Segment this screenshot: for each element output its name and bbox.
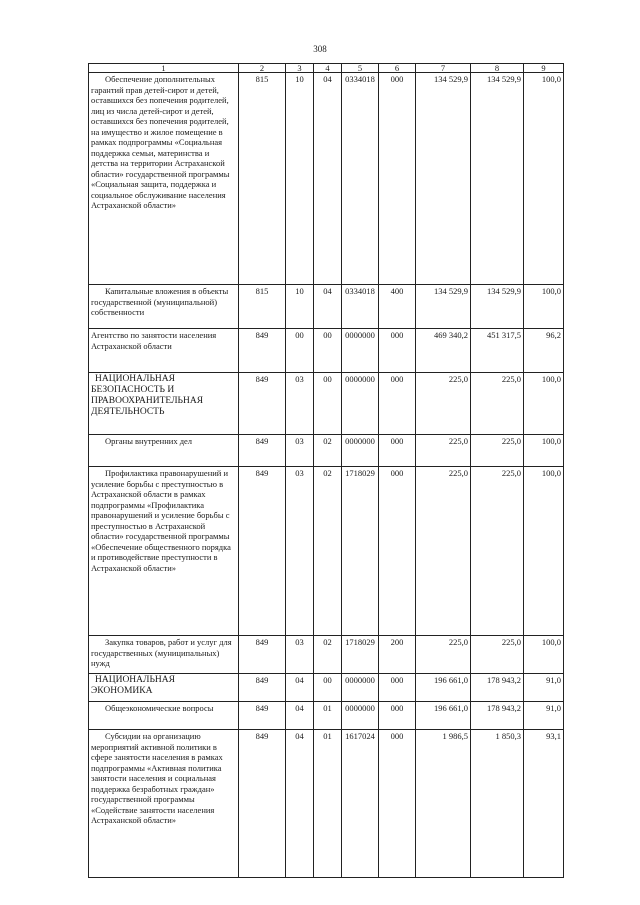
execution-percent: 91,0 xyxy=(524,674,564,702)
target-code: 0000000 xyxy=(342,373,379,435)
subsection-code: 00 xyxy=(314,373,342,435)
target-code: 0000000 xyxy=(342,702,379,730)
page-number: 308 xyxy=(313,44,327,54)
section-code: 10 xyxy=(286,73,314,285)
expense-type-code: 200 xyxy=(379,636,416,674)
target-code: 0334018 xyxy=(342,73,379,285)
ministry-code: 815 xyxy=(239,285,286,329)
execution-percent: 100,0 xyxy=(524,285,564,329)
table-row xyxy=(89,467,564,636)
row-name: Общеэкономические вопросы xyxy=(89,702,239,730)
row-name: Агентство по занятости населения Астраханской области xyxy=(89,329,239,373)
subsection-code: 04 xyxy=(314,73,342,285)
subsection-code: 02 xyxy=(314,435,342,467)
section-code: 03 xyxy=(286,435,314,467)
planned-amount: 225,0 xyxy=(416,373,471,435)
execution-percent: 100,0 xyxy=(524,373,564,435)
subsection-code: 02 xyxy=(314,636,342,674)
column-header-8: 8 xyxy=(471,64,524,73)
expense-type-code: 000 xyxy=(379,373,416,435)
planned-amount: 134 529,9 xyxy=(416,285,471,329)
target-code: 0334018 xyxy=(342,285,379,329)
target-code: 1718029 xyxy=(342,467,379,636)
ministry-code: 849 xyxy=(239,467,286,636)
row-name: Органы внутренних дел xyxy=(89,435,239,467)
table-row xyxy=(89,373,564,435)
execution-percent: 96,2 xyxy=(524,329,564,373)
table-row xyxy=(89,435,564,467)
section-code: 04 xyxy=(286,674,314,702)
section-code: 04 xyxy=(286,730,314,878)
row-name: Закупка товаров, работ и услуг для государственных (муниципальных) нужд xyxy=(89,636,239,674)
expense-type-code: 000 xyxy=(379,702,416,730)
actual-amount: 178 943,2 xyxy=(471,674,524,702)
column-header-7: 7 xyxy=(416,64,471,73)
planned-amount: 225,0 xyxy=(416,467,471,636)
target-code: 0000000 xyxy=(342,329,379,373)
row-name: Профилактика правонарушений и усиление борьбы с преступностью в Астраханской области в рамках подпрограммы «Профилактика правонарушений и усиление борьбы с преступностью в Астраханской области» государственной программы «Обеспечение общественного порядка и противодействие преступности в Астраханской области» xyxy=(89,467,239,636)
table-row xyxy=(89,73,564,285)
table-row xyxy=(89,674,564,702)
budget-table xyxy=(88,63,564,878)
section-code: 03 xyxy=(286,636,314,674)
actual-amount: 134 529,9 xyxy=(471,73,524,285)
column-header-3: 3 xyxy=(286,64,314,73)
execution-percent: 93,1 xyxy=(524,730,564,878)
expense-type-code: 000 xyxy=(379,435,416,467)
target-code: 0000000 xyxy=(342,674,379,702)
column-header-5: 5 xyxy=(342,64,379,73)
execution-percent: 100,0 xyxy=(524,73,564,285)
expense-type-code: 000 xyxy=(379,73,416,285)
column-header-9: 9 xyxy=(524,64,564,73)
execution-percent: 100,0 xyxy=(524,467,564,636)
table-row xyxy=(89,702,564,730)
target-code: 1617024 xyxy=(342,730,379,878)
actual-amount: 178 943,2 xyxy=(471,702,524,730)
expense-type-code: 000 xyxy=(379,467,416,636)
expense-type-code: 000 xyxy=(379,730,416,878)
section-code: 00 xyxy=(286,329,314,373)
actual-amount: 225,0 xyxy=(471,636,524,674)
actual-amount: 225,0 xyxy=(471,435,524,467)
actual-amount: 1 850,3 xyxy=(471,730,524,878)
ministry-code: 849 xyxy=(239,435,286,467)
ministry-code: 849 xyxy=(239,636,286,674)
subsection-code: 02 xyxy=(314,467,342,636)
table-row xyxy=(89,636,564,674)
table-row xyxy=(89,730,564,878)
column-header-1: 1 xyxy=(89,64,239,73)
actual-amount: 225,0 xyxy=(471,467,524,636)
expense-type-code: 000 xyxy=(379,674,416,702)
header-row xyxy=(89,64,564,73)
table-row xyxy=(89,285,564,329)
actual-amount: 134 529,9 xyxy=(471,285,524,329)
row-name: НАЦИОНАЛЬНАЯ ЭКОНОМИКА xyxy=(89,674,239,702)
ministry-code: 849 xyxy=(239,674,286,702)
planned-amount: 469 340,2 xyxy=(416,329,471,373)
actual-amount: 225,0 xyxy=(471,373,524,435)
planned-amount: 225,0 xyxy=(416,435,471,467)
subsection-code: 01 xyxy=(314,730,342,878)
ministry-code: 849 xyxy=(239,329,286,373)
subsection-code: 00 xyxy=(314,674,342,702)
section-code: 10 xyxy=(286,285,314,329)
subsection-code: 04 xyxy=(314,285,342,329)
target-code: 0000000 xyxy=(342,435,379,467)
row-name: Обеспечение дополнительных гарантий прав детей-сирот и детей, оставшихся без попечения родителей, лиц из числа детей-сирот и детей, оставшихся без попечения родителей, на имущество и жилое помещение в рамках подпрограммы «Социальная поддержка семьи, материнства и детства на территории Астраханской области» государственной программы «Социальная защита, поддержка и социальное обслуживание населения Астраханской области» xyxy=(89,73,239,285)
planned-amount: 196 661,0 xyxy=(416,674,471,702)
column-header-2: 2 xyxy=(239,64,286,73)
section-code: 03 xyxy=(286,373,314,435)
execution-percent: 100,0 xyxy=(524,636,564,674)
expense-type-code: 400 xyxy=(379,285,416,329)
planned-amount: 134 529,9 xyxy=(416,73,471,285)
planned-amount: 225,0 xyxy=(416,636,471,674)
ministry-code: 849 xyxy=(239,373,286,435)
ministry-code: 815 xyxy=(239,73,286,285)
planned-amount: 1 986,5 xyxy=(416,730,471,878)
execution-percent: 91,0 xyxy=(524,702,564,730)
table-body xyxy=(89,73,564,878)
table-row xyxy=(89,329,564,373)
section-code: 04 xyxy=(286,702,314,730)
section-code: 03 xyxy=(286,467,314,636)
row-name: Капитальные вложения в объекты государственной (муниципальной) собственности xyxy=(89,285,239,329)
column-header-4: 4 xyxy=(314,64,342,73)
column-header-6: 6 xyxy=(379,64,416,73)
row-name: НАЦИОНАЛЬНАЯ БЕЗОПАСНОСТЬ И ПРАВООХРАНИТЕЛЬНАЯ ДЕЯТЕЛЬНОСТЬ xyxy=(89,373,239,435)
ministry-code: 849 xyxy=(239,730,286,878)
expense-type-code: 000 xyxy=(379,329,416,373)
target-code: 1718029 xyxy=(342,636,379,674)
row-name: Субсидии на организацию мероприятий активной политики в сфере занятости населения в рамках подпрограммы «Активная политика занятости населения и социальная поддержка безработных граждан» государственной программы «Содействие занятости населения Астраханской области» xyxy=(89,730,239,878)
ministry-code: 849 xyxy=(239,702,286,730)
planned-amount: 196 661,0 xyxy=(416,702,471,730)
execution-percent: 100,0 xyxy=(524,435,564,467)
actual-amount: 451 317,5 xyxy=(471,329,524,373)
subsection-code: 01 xyxy=(314,702,342,730)
subsection-code: 00 xyxy=(314,329,342,373)
